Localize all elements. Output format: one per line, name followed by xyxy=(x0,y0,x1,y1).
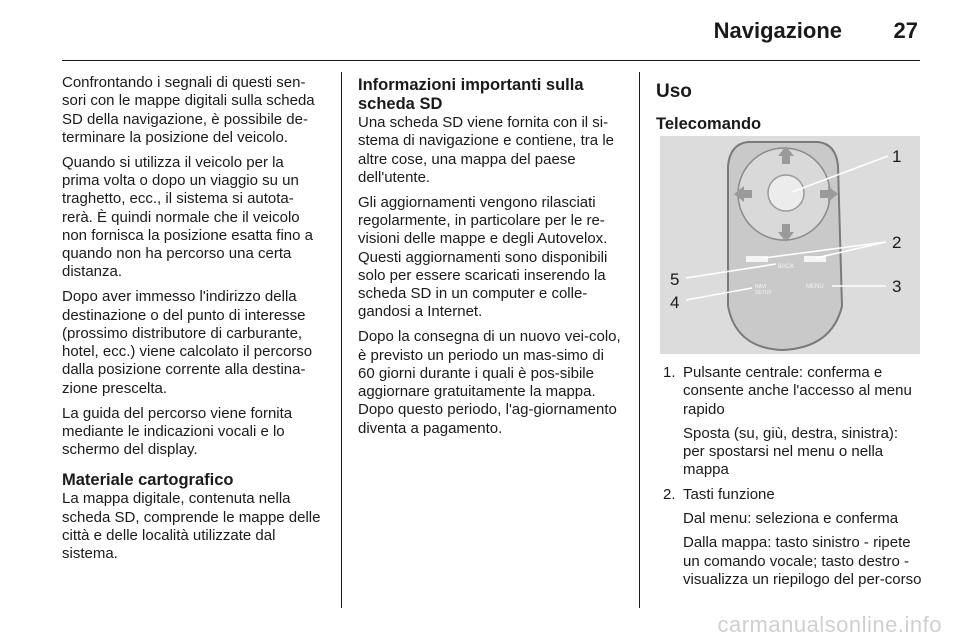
callout-3: 3 xyxy=(892,277,902,296)
remote-control-illustration xyxy=(660,136,920,354)
list-item-number: 2. xyxy=(663,485,676,503)
paragraph: La guida del percorso viene fornita mediante le indicazioni vocali e lo schermo del display. xyxy=(62,404,293,459)
list-item-text: Dal menu: seleziona e conferma xyxy=(683,510,899,528)
list-item xyxy=(656,364,922,480)
paragraph: Dopo la consegna di un nuovo vei-colo, è previsto un periodo un mas-simo di 60 giorni durante i quali è pos-sibile aggiornare gratuitamente la mappa. Dopo questo periodo, l'ag-giornamento diventa a pagamento. xyxy=(358,328,621,437)
section-heading: Informazioni importanti sulla scheda SD xyxy=(358,76,584,113)
list-item-text: Pulsante centrale: conferma e consente anche l'accesso al menu rapido xyxy=(683,364,912,418)
watermark: carmanualsonline.info xyxy=(717,612,942,637)
subheading: Telecomando xyxy=(656,115,762,133)
callout-1: 1 xyxy=(892,147,902,166)
paragraph: Gli aggiornamenti vengono rilasciati regolarmente, in particolare per le re-visioni delle mappe e degli Autovelox. Questi aggiornamenti sono disponibili solo per essere scaricati inserendo la scheda SD in un computer e colle-gandosi a Internet. xyxy=(358,193,608,321)
list-item-number: 1. xyxy=(663,364,676,381)
page-header xyxy=(0,0,960,60)
column-divider xyxy=(341,72,342,608)
callout-4: 4 xyxy=(670,293,680,312)
list-item-text: Dalla mappa: tasto sinistro - ripete un comando vocale; tasto destro - visualizza un riepilogo del per-corso xyxy=(683,534,922,588)
callout-5: 5 xyxy=(670,270,680,289)
paragraph: Una scheda SD viene fornita con il si-stema di navigazione e contiene, tra le altre cose, una mappa del paese dell'utente. xyxy=(358,114,614,186)
header-divider xyxy=(62,60,920,61)
svg-text:NAVI: NAVI xyxy=(755,284,767,290)
column-1 xyxy=(62,74,324,570)
paragraph: Dopo aver immesso l'indirizzo della destinazione o del punto di interesse (prossimo distributore di carburante, hotel, ecc.) viene calcolato il percorso dalla posizione corrente alla destina-zione prescelta. xyxy=(62,288,313,397)
back-label: BACK xyxy=(777,264,795,270)
column-3 xyxy=(656,76,922,134)
paragraph: Confrontando i segnali di questi sen-sori con le mappe digitali sulla scheda SD della navigazione, è possibile de-terminare la posizione del veicolo. xyxy=(62,74,315,146)
paragraph: La mappa digitale, contenuta nella scheda SD, comprende le mappe delle città e delle località utilizzate dal sistema. xyxy=(62,490,321,563)
column-divider xyxy=(639,72,640,608)
svg-text:SETUP: SETUP xyxy=(755,290,772,296)
list-item-text: Tasti funzione xyxy=(683,485,775,503)
section-heading: Uso xyxy=(656,81,692,102)
remote-control-figure xyxy=(660,136,920,354)
column-2 xyxy=(358,74,622,445)
page-number: 27 xyxy=(893,18,918,43)
section-heading: Materiale cartografico xyxy=(62,471,234,490)
page-title: Navigazione xyxy=(713,18,842,43)
function-list xyxy=(656,364,922,595)
menu-label: MENU xyxy=(806,284,824,290)
list-item xyxy=(656,486,922,589)
paragraph: Quando si utilizza il veicolo per la prima volta o dopo un viaggio su un traghetto, ecc., il sistema si autota-rerà. È quindi normale che il veicolo non fornisca la posizione esatta fino a quando non ha percorso una certa distanza. xyxy=(62,153,313,281)
callout-2: 2 xyxy=(892,233,902,252)
list-item-text: Sposta (su, giù, destra, sinistra): per spostarsi nel menu o nella mappa xyxy=(683,424,899,479)
